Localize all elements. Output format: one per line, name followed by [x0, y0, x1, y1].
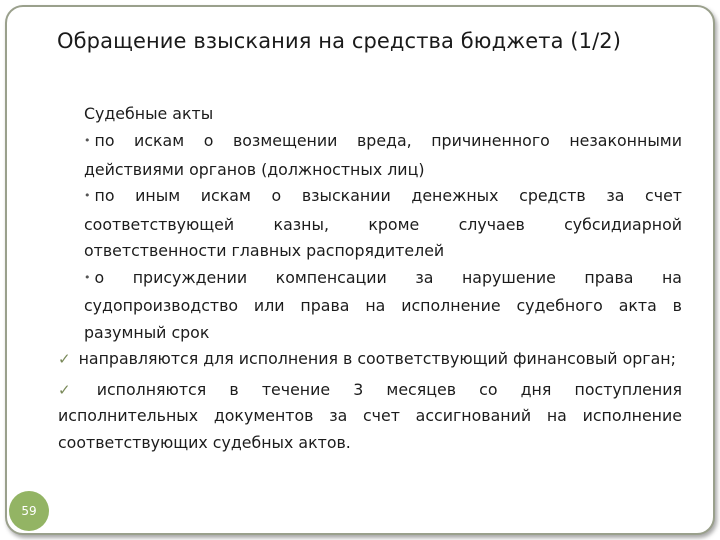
list-item: [84, 265, 682, 347]
bullet-icon: •: [84, 270, 91, 284]
checkmark-icon: ✓: [58, 380, 89, 399]
list-item-text: по иным искам о взыскании денежных средств за счет соответствующей казны, кроме случаев субсидиарной ответственности главных распорядителей: [84, 186, 682, 260]
list-item: [84, 183, 682, 265]
list-item-text: о присуждении компенсации за нарушение права на судопроизводство или права на исполнение судебного акта в разумный срок: [84, 267, 682, 342]
list-item: [84, 128, 682, 183]
check-item: [58, 377, 682, 457]
page-number-badge: 59: [9, 491, 49, 531]
slide-content: [58, 101, 682, 456]
check-item: [58, 346, 682, 373]
list-item-text: по искам о возмещении вреда, причиненного незаконными действиями органов (должностных лиц): [84, 131, 682, 179]
check-item-text: исполняются в течение 3 месяцев со дня поступления исполнительных документов за счет ассигнований на исполнение соответствующих судебных актов.: [58, 379, 682, 452]
slide-title: Обращение взыскания на средства бюджета (1/2): [57, 29, 621, 53]
checkmark-icon: ✓: [58, 350, 71, 368]
bullet-icon: •: [84, 134, 91, 147]
check-item-text: направляются для исполнения в соответствующий финансовый орган;: [78, 349, 676, 368]
bullet-icon: •: [84, 189, 91, 202]
section-heading: Судебные акты: [84, 104, 214, 123]
